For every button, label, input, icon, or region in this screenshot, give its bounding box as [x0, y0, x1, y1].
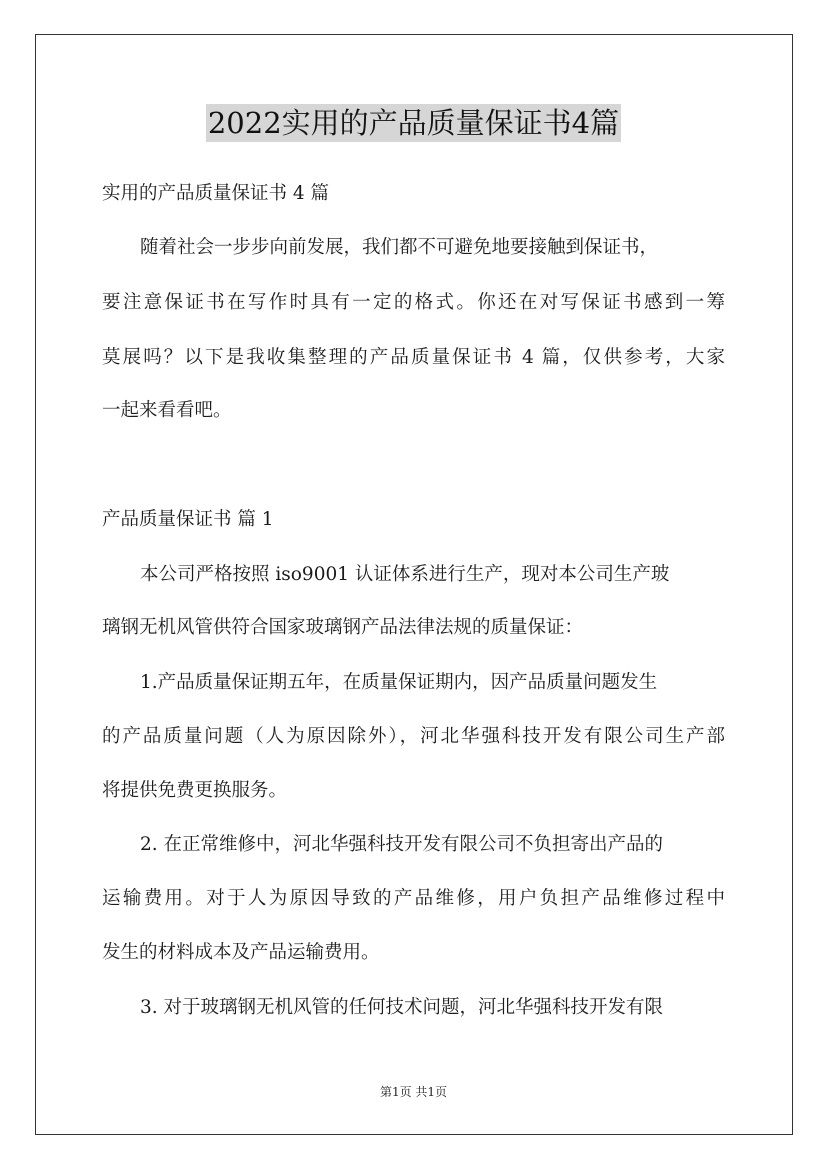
section-heading: 产品质量保证书 篇 1: [102, 509, 274, 530]
item2-line-2: 运输费用。对于人为原因导致的产品维修，用户负担产品维修过程中: [102, 888, 725, 909]
intro-line-3: 莫展吗？以下是我收集整理的产品质量保证书 4 篇，仅供参考，大家: [102, 347, 725, 368]
intro-line-4: 一起来看看吧。: [102, 400, 232, 421]
item2-line-3: 发生的材料成本及产品运输费用。: [102, 942, 380, 963]
body-line-1: 本公司严格按照 iso9001 认证体系进行生产，现对本公司生产玻: [140, 564, 670, 585]
item3-line-1: 3. 对于玻璃钢无机风管的任何技术问题，河北华强科技开发有限: [140, 997, 664, 1018]
item1-line-2: 的产品质量问题（人为原因除外），河北华强科技开发有限公司生产部: [102, 726, 725, 747]
item2-line-1: 2. 在正常维修中，河北华强科技开发有限公司不负担寄出产品的: [140, 834, 664, 855]
body-line-2: 璃钢无机风管供符合国家玻璃钢产品法律法规的质量保证：: [102, 617, 584, 638]
item1-line-1: 1.产品质量保证期五年，在质量保证期内，因产品质量问题发生: [140, 672, 658, 693]
page-footer: 第1页 共1页: [379, 1085, 448, 1099]
intro-line-1: 随着社会一步步向前发展，我们都不可避免地要接触到保证书，: [140, 237, 659, 258]
intro-line-2: 要注意保证书在写作时具有一定的格式。你还在对写保证书感到一筹: [102, 292, 725, 313]
document-title: 2022实用的产品质量保证书4篇: [207, 106, 620, 140]
title-wrap: [0, 104, 827, 142]
subtitle-line: 实用的产品质量保证书 4 篇: [102, 183, 330, 204]
item1-line-3: 将提供免费更换服务。: [102, 780, 288, 801]
